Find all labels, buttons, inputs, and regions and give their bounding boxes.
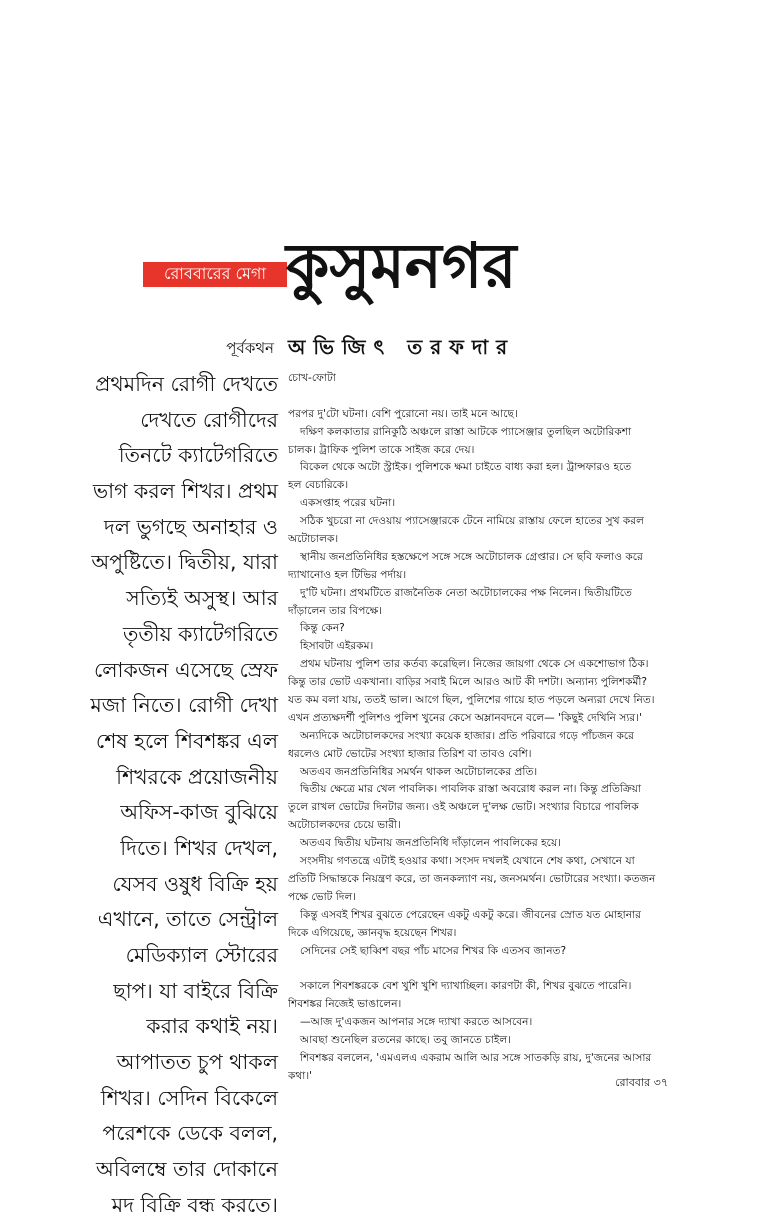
pull-quote-line: দেখতে রোগীদের bbox=[140, 407, 278, 432]
body-line: কথা।' bbox=[288, 1069, 313, 1082]
story-body bbox=[288, 370, 738, 1086]
pull-quote-line: করার কথাই নয়। bbox=[146, 1014, 278, 1039]
author-name: অভিজিৎ তরফদার bbox=[288, 335, 516, 359]
pull-quote-line: লোকজন এসেছে স্রেফ bbox=[93, 657, 278, 682]
body-line: যত কম বলা যায়, ততই ভাল। আগে ছিল, পুলিশের গায়ে হাত পড়লে অন্যরা দেখে নিত। bbox=[288, 694, 655, 707]
body-line: দ্বিতীয় ক্ষেত্রে মার খেল পাবলিক। পাবলিক রাস্তা অবরোধ করল না। কিন্তু প্রতিক্রিয়া bbox=[300, 783, 642, 796]
body-line: দিকে এগিয়েছে, জ্ঞানবৃদ্ধ হয়েছেন শিখর। bbox=[288, 926, 457, 939]
body-line: হল বেচারিকে। bbox=[288, 479, 349, 492]
body-line: —আজ দু'একজন আপনার সঙ্গে দ্যাখা করতে আসবেন। bbox=[300, 1016, 533, 1029]
body-line: চালক। ট্রাফিক পুলিশ তাকে সাইজ করে দেয়। bbox=[288, 443, 475, 456]
pull-quote-line: এখানে, তাতে সেন্ট্রাল bbox=[97, 907, 278, 932]
pull-quote-line: তিনটে ক্যাটেগরিতে bbox=[118, 443, 278, 468]
pull-quote-line: দিতে। শিখর দেখল, bbox=[120, 835, 278, 860]
pull-quote-line: শিখর। সেদিন বিকেলে bbox=[100, 1085, 278, 1110]
pull-quote-line: ছাপ। যা বাইরে বিক্রি bbox=[113, 978, 278, 1003]
body-line: অটোচালক। bbox=[288, 533, 339, 546]
pull-quote-line: তৃতীয় ক্যাটেগরিতে bbox=[122, 621, 278, 646]
section-tag: রোববারের মেগা bbox=[143, 262, 287, 287]
paragraph-gap bbox=[288, 388, 738, 406]
body-line: স্থানীয় জনপ্রতিনিধির হস্তক্ষেপে সঙ্গে সঙ্গে অটোচালক গ্রেপ্তার। সে ছবি ফলাও করে bbox=[300, 550, 643, 563]
pull-quote-line: অফিস-কাজ বুঝিয়ে bbox=[120, 800, 278, 825]
pull-quote bbox=[52, 367, 278, 1224]
body-line: প্রথম ঘটনায় পুলিশ তার কর্তব্য করেছিল। নিজের জায়গা থেকে সে একশোভাগ ঠিক। bbox=[300, 658, 649, 671]
body-line: একসপ্তাহ পরের ঘটনা। bbox=[300, 497, 396, 510]
body-line: দ্যাখানোও হল টিভির পর্দায়। bbox=[288, 568, 407, 581]
pull-quote-line: দল ভুগছে অনাহার ও bbox=[104, 514, 278, 539]
body-line: আবছা শুনেছিল রতনের কাছে। তবু জানতে চাইল। bbox=[300, 1033, 512, 1046]
body-line: কিন্তু কেন? bbox=[300, 622, 345, 635]
body-line: সেদিনের সেই ছাব্বিশ বছর পাঁচ মাসের শিখর কি এতসব জানত? bbox=[300, 944, 567, 957]
pull-quote-line: শিখরকে প্রয়োজনীয় bbox=[116, 764, 278, 789]
body-line: কিন্তু এসবই শিখর বুঝতে পেরেছেন একটু একটু করে। জীবনের স্রোত যত মোহানার bbox=[300, 908, 641, 921]
pull-quote-line: আপাতত চুপ থাকল bbox=[116, 1050, 278, 1075]
pull-quote-line: সত্যিই অসুস্থ। আর bbox=[126, 586, 278, 611]
pull-quote-line: পরেশকে ডেকে বলল, bbox=[102, 1121, 278, 1146]
body-line: কিন্তু তার ভোট একখানা। বাড়ির সবাই মিলে আরও আট কী দশটা। অন্যান্য পুলিশকর্মী? bbox=[288, 676, 648, 689]
body-line: অন্যদিকে অটোচালকদের সংখ্যা কয়েক হাজার। প্রতি পরিবারে গড়ে পাঁচজন করে bbox=[300, 729, 634, 742]
pull-quote-line: শেষ হলে শিবশঙ্কর এল bbox=[95, 728, 278, 753]
body-line: দাঁড়ালেন তার বিপক্ষে। bbox=[288, 604, 383, 617]
body-line: চোখ-ফোটা bbox=[288, 372, 336, 384]
paragraph-gap bbox=[288, 960, 738, 978]
body-line: দু'টি ঘটনা। প্রথমটিতে রাজনৈতিক নেতা অটোচালকের পক্ষ নিলেন। দ্বিতীয়টিতে bbox=[300, 586, 632, 599]
body-line: সঠিক খুচরো না দেওয়ায় প্যাসেঞ্জারকে টেনে নামিয়ে রাস্তায় ফেলে হাতের সুখ করল bbox=[300, 515, 645, 528]
body-line: অতএব জনপ্রতিনিধির সমর্থন থাকল অটোচালকের প্রতি। bbox=[300, 765, 538, 778]
body-line: শিবশঙ্কর বললেন, 'এমএলএ একরাম আলি আর সঙ্গে সাতকড়ি রায়, দু'জনের আসার bbox=[300, 1051, 652, 1064]
body-line: বিকেল থেকে অটো স্ট্রাইক। পুলিশকে ক্ষমা চাইতে বাধ্য করা হল। ট্রান্সফারও হতে bbox=[300, 461, 632, 474]
pull-quote-line: অবিলম্বে তার দোকানে bbox=[95, 1157, 278, 1182]
pull-quote-line: মেডিক্যাল স্টোরের bbox=[125, 943, 278, 967]
body-line: হিসাবটা এইরকম। bbox=[300, 640, 374, 653]
body-line: পক্ষে ভোট দিল। bbox=[288, 890, 357, 903]
pull-quote-line: যেসব ওষুধ বিক্রি হয় bbox=[112, 871, 278, 896]
pull-quote-line: প্রথমদিন রোগী দেখতে bbox=[95, 372, 278, 396]
body-line: শিবশঙ্কর নিজেই ভাঙালেন। bbox=[288, 998, 402, 1011]
body-line: ধরলেও মোট ভোটের সংখ্যা হাজার তিরিশ বা তাবও বেশি। bbox=[288, 747, 532, 760]
page-footer: রোববার ৩৭ bbox=[615, 1076, 668, 1089]
body-line: সকালে শিবশঙ্করকে বেশ খুশি খুশি দ্যাখাচ্ছিল। কারণটা কী, শিখর বুঝতে পারেনি। bbox=[300, 980, 632, 993]
body-line: অতএব দ্বিতীয় ঘটনায় জনপ্রতিনিধি দাঁড়ালেন পাবলিকের হয়ে। bbox=[300, 837, 561, 850]
body-line: প্রতিটি সিদ্ধান্তকে নিয়ন্ত্রণ করে, তা জনকল্যাণ নয়, জনসমর্থন। ভোটারের সংখ্যা। কতজন bbox=[288, 872, 656, 885]
pull-quote-line: মজা নিতে। রোগী দেখা bbox=[90, 693, 278, 718]
pull-quote-line: অপুষ্টিতে। দ্বিতীয়, যারা bbox=[91, 550, 278, 575]
body-line: দক্ষিণ কলকাতার রানিকুঠি অঞ্চলে রাস্তা আটকে প্যাসেঞ্জার তুলছিল অটোরিকশা bbox=[300, 425, 632, 438]
story-title: কুসুমনগর bbox=[286, 229, 517, 302]
body-line: পরপর দু'টো ঘটনা। বেশি পুরোনো নয়। তাই মনে আছে। bbox=[288, 407, 518, 420]
body-line: তুলে রাখল ভোটের দিনটার জন্য। ওই অঞ্চলে দু'লক্ষ ভোট। সংখ্যার বিচারে পাবলিক bbox=[288, 801, 639, 814]
pull-quote-line: মদ বিক্রি বন্ধ করতে। bbox=[111, 1192, 278, 1217]
pull-quote-line: ভাগ করল শিখর। প্রথম bbox=[92, 479, 278, 504]
section-label: পূর্বকথন bbox=[226, 339, 274, 357]
body-line: সংসদীয় গণতন্ত্রে এটাই হওয়ার কথা। সংসদ দখলই যেখানে শেষ কথা, সেখানে যা bbox=[300, 855, 635, 868]
body-line: অটোচালকদের চেয়ে ভারী। bbox=[288, 819, 401, 832]
body-line: এখন প্রত্যক্ষদর্শী পুলিশও পুলিশ খুনের কেসে অম্লানবদনে বলে— 'কিছুই দেখিনি স্যর।' bbox=[288, 711, 642, 724]
